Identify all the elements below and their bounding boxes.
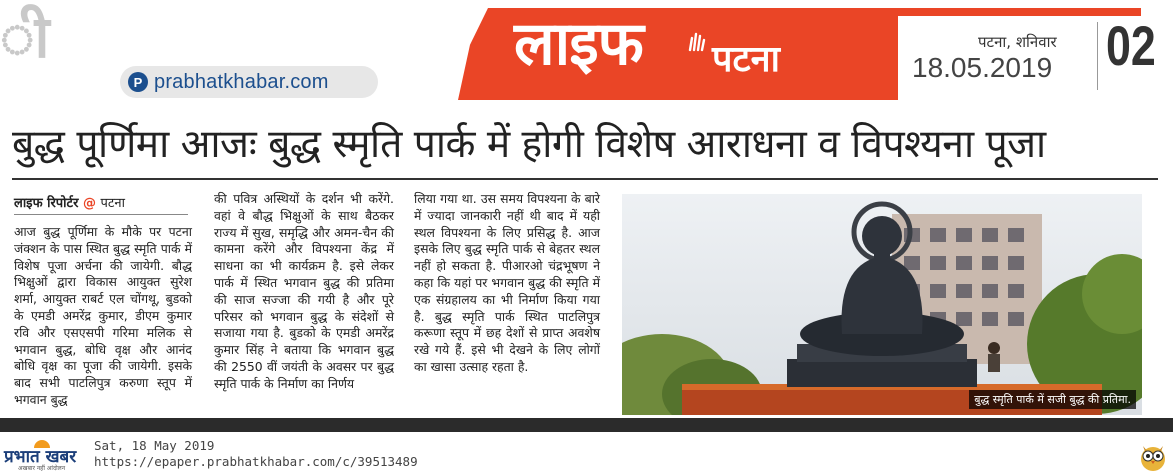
column-1-text: आज बुद्ध पूर्णिमा के मौके पर पटना जंक्शन के पास स्थित बुद्ध स्मृति पार्क में विशेष पूजा अर्चना की जायेगी. बौद्ध भिक्षुओं द्वारा विकास आयुक्त सुरेश शर्मा, आयुक्त राबर्ट एल चोंगथू, बुडको के एमडी अमरेंद्र कुमार, डीएम कुमार रवि और एसएसपी गरिमा मलिक से भगवान बुद्ध, बोधि वृक्ष और आनंद बोधि वृक्ष का पूजा की जायेगी. इसके बाद सभी पाटलिपुत्र करुणा स्तूप में भगवान बुद्ध <box>14 224 192 407</box>
issue-place: पटना, शनिवार <box>978 33 1057 51</box>
byline-place: पटना <box>100 196 126 211</box>
previous-page-glyph: ी <box>0 3 50 71</box>
footer-url[interactable]: https://epaper.prabhatkhabar.com/c/39513489 <box>94 454 418 469</box>
section-brand: लाइफ <box>514 9 643 79</box>
logo-name: प्रभात खबर <box>4 447 77 467</box>
byline-reporter: लाइफ रिपोर्टर <box>14 196 79 211</box>
buddha-statue-photo <box>622 194 1142 415</box>
page-number: 02 <box>1106 14 1156 77</box>
previous-page-edge <box>0 0 50 100</box>
epaper-footer <box>0 432 1173 475</box>
prabhat-p-icon: P <box>128 72 148 92</box>
logo-tagline: अखबार नहीं आंदोलन <box>18 465 66 472</box>
article-headline: बुद्ध पूर्णिमा आजः बुद्ध स्मृति पार्क में होगी विशेष आराधना व विपश्यना पूजा <box>12 122 1046 167</box>
owl-icon <box>1138 440 1168 472</box>
article-column-3 <box>414 191 600 376</box>
page-bottom-band <box>0 418 1173 432</box>
article-column-1 <box>14 224 192 409</box>
footer-date: Sat, 18 May 2019 <box>94 438 215 453</box>
issue-date: 18.05.2019 <box>912 52 1053 83</box>
byline <box>14 193 125 211</box>
header-divider <box>1097 22 1098 90</box>
column-2-text: की पवित्र अस्थियों के दर्शन भी करेंगे. वहां वे बौद्ध भिक्षुओं के साथ बैठकर राज्य में सुख, समृद्धि और अमन-चैन की कामना करेंगे और विपश्यना केंद्र में साधना का भी कार्यक्रम है. इसे लेकर पार्क में स्थित भगवान बुद्ध की प्रतिमा की साज सज्जा की गयी है और पूरे परिसर को भगवान बुद्ध के संदेशों से सजाया गया है. बुडको के एमडी अमरेंद्र कुमार सिंह ने बताया कि भगवान बुद्ध की 2550 वीं जयंती के अवसर पर बुद्ध स्मृति पार्क के निर्माण का निर्णय <box>214 191 394 391</box>
photo-caption: बुद्ध स्मृति पार्क में सजी बुद्ध की प्रतिमा. <box>969 390 1136 409</box>
section-city: पटना <box>712 39 780 80</box>
byline-rule <box>14 214 188 215</box>
byline-at: @ <box>82 196 96 211</box>
site-url-badge[interactable] <box>120 66 378 98</box>
photo-illustration <box>622 194 1142 415</box>
column-3-text: लिया गया था. उस समय विपश्यना के बारे में ज्यादा जानकारी नहीं थी बाद में यही स्थल विपश्यना के लिए प्रसिद्ध है. आज इसके लिए बुद्ध स्मृति पार्क से बेहतर स्थल नहीं हो सकता है. पीआरओ चंद्रभूषण ने कहा कि यहां पर भगवान बुद्ध की स्मृति में एक संग्रहालय का भी निर्माण किया गया है. बुद्ध स्मृति पार्क स्थित पाटलिपुत्र करूणा स्तूप में छह देशों से प्राप्त अवशेष रखे गये हैं. इसे भी देखने के लिए लोगों का खासा उत्साह रहता है. <box>414 191 600 374</box>
headline-rule <box>12 178 1158 180</box>
site-url[interactable]: prabhatkhabar.com <box>154 70 329 93</box>
article-column-2 <box>214 191 394 393</box>
prabhat-khabar-logo[interactable] <box>4 440 90 470</box>
hand-mark-icon <box>686 30 706 52</box>
